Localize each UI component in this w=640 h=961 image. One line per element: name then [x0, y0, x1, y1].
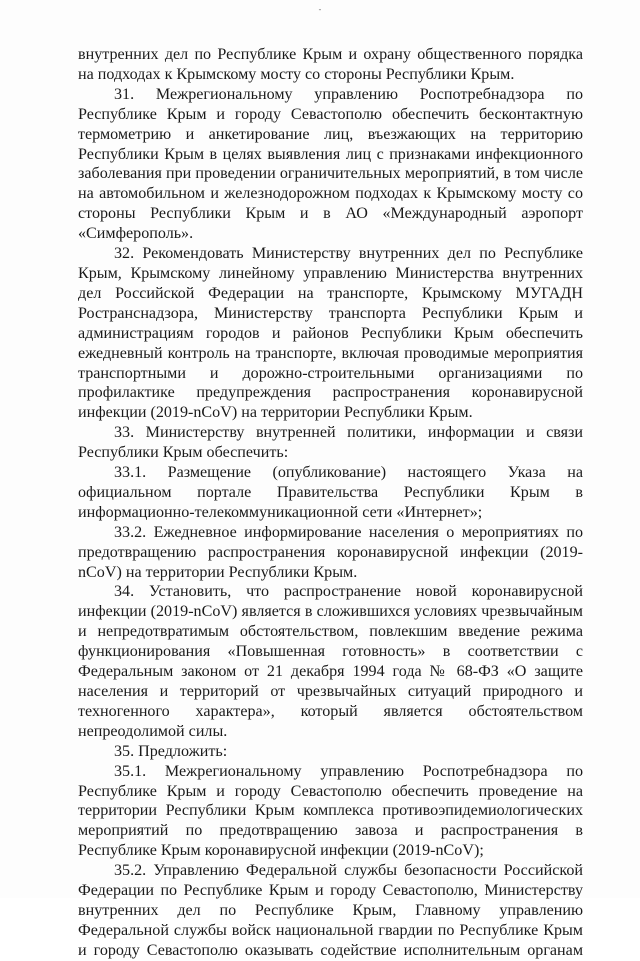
paragraph-33-2: 33.2. Ежедневное информирование населения о мероприятиях по предотвращению распространения коронавирусной инфекции (2019-nCoV) на территории Республики Крым. [78, 523, 583, 581]
paragraph-35-1: 35.1. Межрегиональному управлению Роспотребнадзора по Республике Крым и городу Севастополю обеспечить проведение на территории Республики Крым комплекса противоэпидемиологических мероприятий по предотвращению завоза и распространения в Республике Крым коронавирусной инфекции (2019-nCoV); [78, 762, 583, 860]
paragraph-33-1: 33.1. Размещение (опубликование) настоящего Указа на официальном портале Правительства Республики Крым в информационно-телекоммуникационной сети «Интернет»; [78, 464, 583, 521]
document-body [78, 45, 583, 961]
paragraph-32: 32. Рекомендовать Министерству внутренних дел по Республике Крым, Крымскому линейному управлению Министерства внутренних дел Российской Федерации на транспорте, Крымскому МУГАДН Ространснадзора, Министерству транспорта Республики Крым и администрациям городов и районов Республики Крым обеспечить ежедневный контроль на транспорте, включая проводимые мероприятия транспортными и дорожно-строительными организациями по профилактике предупреждения распространения коронавирусной инфекции (2019-nCoV) на территории Республики Крым. [78, 245, 583, 422]
paragraph-33: 33. Министерству внутренней политики, информации и связи Республики Крым обеспечить: [78, 424, 583, 462]
paragraph-continuation: внутренних дел по Республике Крым и охрану общественного порядка на подходах к Крымскому мосту со стороны Республики Крым. [78, 46, 583, 83]
paragraph-31: 31. Межрегиональному управлению Роспотребнадзора по Республике Крым и городу Севастополю обеспечить бесконтактную термометрию и анкетирование лиц, въезжающих на территорию Республики Крым в целях выявления лиц с признаками инфекционного заболевания при проведении ограничительных мероприятий, в том числе на автомобильном и железнодорожном подходах к Крымскому мосту со стороны Республики Крым и в АО «Международный аэропорт «Симферополь». [78, 85, 583, 243]
paragraph-35: 35. Предложить: [114, 742, 228, 760]
page-top-marker: - [318, 5, 322, 14]
paragraph-35-2: 35.2. Управлению Федеральной службы безопасности Российской Федерации по Республике Крым и городу Севастополю, Министерству внутренних дел по Республике Крым, Главному управлению Федеральной службы войск национальной гвардии по Республике Крым и городу Севастополю оказывать содействие исполнительным органам [78, 862, 583, 959]
paragraph-34: 34. Установить, что распространение новой коронавирусной инфекции (2019-nCoV) является в сложившихся условиях чрезвычайным и непредотвратимым обстоятельством, повлекшим введение режима функционирования «Повышенная готовность» в соответствии с Федеральным законом от 21 декабря 1994 года № 68-ФЗ «О защите населения и территорий от чрезвычайных ситуаций природного и техногенного характера», который является обстоятельством непреодолимой силы. [78, 583, 583, 740]
